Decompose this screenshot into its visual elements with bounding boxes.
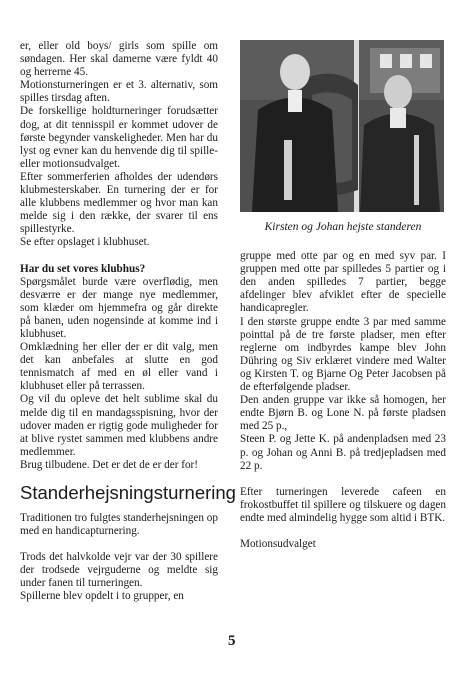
paragraph: Spørgsmålet burde være overflødig, men desværre er der mange nye medlemmer, som klæder om hjemmefra og går direkte på banen, uden nogensinde at komme ind i klubhuset. bbox=[20, 275, 218, 340]
paragraph: er, eller old boys/ girls som spille om søndagen. Her skal damerne være fyldt 40 og herrerne 45. bbox=[20, 40, 218, 79]
paragraph: Efter sommerferien afholdes der udendørs klubmesterskaber. En turnering der er for alle klubbens medlemmer og hvor man kan melde sig i den række, der svarer til ens spillestyrke. bbox=[20, 170, 218, 236]
left-column bbox=[20, 40, 236, 604]
paragraph: Se efter opslaget i klubhuset. bbox=[20, 236, 150, 249]
club-house-heading: Har du set vores klubhus? bbox=[20, 262, 146, 275]
paragraph: Brug tilbudene. Det er det de er der for! bbox=[20, 458, 198, 471]
right-column bbox=[240, 40, 446, 551]
paragraph: Spillerne blev opdelt i to grupper, en bbox=[20, 590, 184, 603]
page-number: 5 bbox=[228, 633, 236, 649]
photo bbox=[240, 40, 444, 212]
paragraph: I den største gruppe endte 3 par med samme pointtal på de tre første pladser, men efter reglerne om indbyrdes kampe blev John Dühring og Siv erklæret vindere med Walter og Kirsten T. og Bjarne Og Peter Jacobsen på de efterfølgende pladser. bbox=[240, 315, 446, 394]
paragraph: Steen P. og Jette K. på andenpladsen med 23 p. og Johan og Anni B. på tredjepladsen med 22 p. bbox=[240, 433, 446, 472]
paragraph: Omklædning her eller der er dit valg, men det kan anbefales at slutte en god tennismatch af med en øl eller vand i klubhuset eller på terrassen. bbox=[20, 341, 218, 393]
photo-image bbox=[240, 40, 444, 212]
paragraph: Efter turneringen leverede cafeen en frokostbuffet til spillere og tilskuere og dagen endte med almindelig hygge som altid i BTK. bbox=[240, 485, 446, 524]
paragraph: Traditionen tro fulgtes standerhejsningen op med en handicapturnering. bbox=[20, 512, 218, 538]
paragraph: Og vil du opleve det helt sublime skal du melde dig til en mandagsspisning, hvor der udover maden er rigtig gode muligheder for at blive rystet sammen med klubbens andre medlemmer. bbox=[20, 393, 218, 458]
paragraph: gruppe med otte par og en med syv par. I gruppen med otte par spilledes 5 partier og i den anden spilledes 7 partier, begge afdelinger blev afviklet efter de specielle handicapregler. bbox=[240, 250, 446, 315]
paragraph: Trods det halvkolde vejr var der 30 spillere der trodsede vejrguderne og meldte sig under fanen til turneringen. bbox=[20, 551, 218, 590]
paragraph: De forskellige holdturneringer forudsætter dog, at dit tennisspil er kommet udover de første begynder vanskeligheder. Men har du lyst og evner kan du henvende dig til spille- eller motionsudvalget. bbox=[20, 105, 218, 170]
paragraph: Motionsturneringen er et 3. alternativ, som spilles tirsdag aften. bbox=[20, 79, 218, 105]
paragraph: Den anden gruppe var ikke så homogen, her endte Bjørn B. og Lone N. på første pladsen med 25 p., bbox=[240, 394, 446, 433]
photo-caption: Kirsten og Johan hejste standeren bbox=[264, 221, 422, 233]
signature: Motionsudvalget bbox=[240, 537, 316, 550]
tournament-heading: Standerhejsningsturnering bbox=[20, 482, 236, 503]
